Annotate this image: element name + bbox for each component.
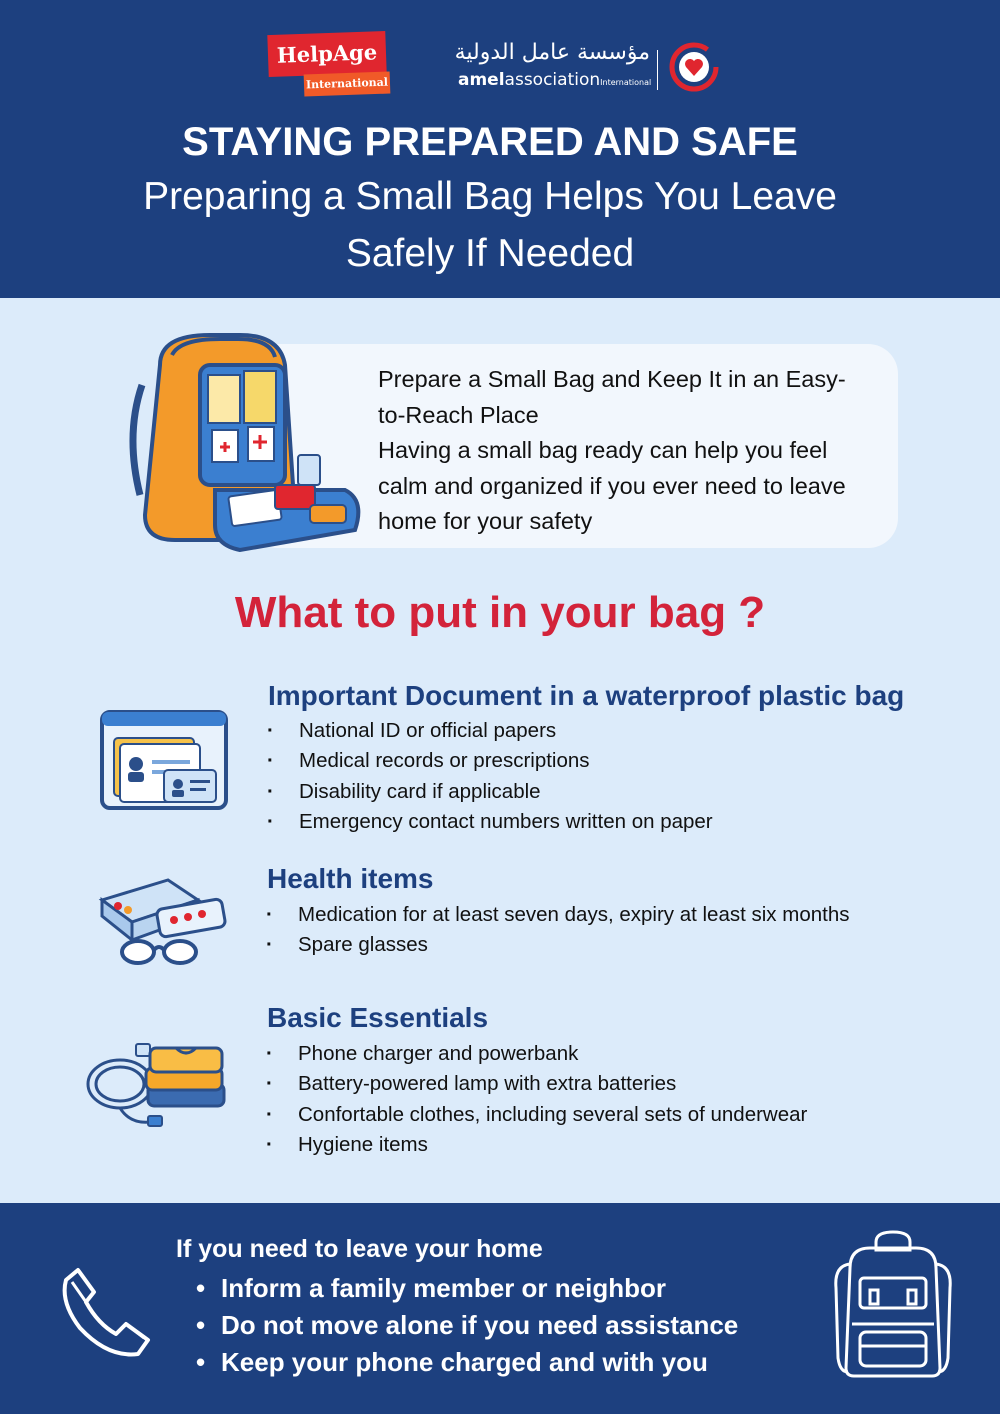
footer-list-item: • Keep your phone charged and with you <box>196 1344 738 1381</box>
list-item: · Battery-powered lamp with extra batteries <box>266 1069 807 1099</box>
amel-logo-divider <box>657 50 658 90</box>
amel-logo-rest: association <box>504 70 601 90</box>
intro-text <box>378 362 868 540</box>
backpack-illustration-icon <box>120 325 380 565</box>
list-item: · Medical records or prescriptions <box>267 746 713 776</box>
list-item: · Disability card if applicable <box>267 777 713 807</box>
amel-logo-bold: amel <box>458 70 505 90</box>
intro-heading: Prepare a Small Bag and Keep It in an Easy-to-Reach Place <box>378 366 846 428</box>
header-banner <box>0 0 1000 298</box>
intro-body: Having a small bag ready can help you feel calm and organized if you ever need to leave home for your safety <box>378 437 846 534</box>
list-item: · Hygiene items <box>266 1130 807 1160</box>
footer-title: If you need to leave your home <box>176 1235 543 1263</box>
list-item: · National ID or official papers <box>267 716 713 746</box>
essentials-list <box>266 1039 807 1160</box>
amel-logo-small: International <box>600 78 652 87</box>
page-title: STAYING PREPARED AND SAFE <box>182 120 798 164</box>
list-item: · Phone charger and powerbank <box>266 1039 807 1069</box>
list-item: · Spare glasses <box>266 930 849 960</box>
section-title-documents: Important Document in a waterproof plastic bag <box>268 680 905 711</box>
footer-list-item: • Inform a family member or neighbor <box>196 1270 738 1307</box>
footer-list-item: • Do not move alone if you need assistance <box>196 1307 738 1344</box>
charger-clothes-icon <box>80 1032 230 1132</box>
list-item: · Confortable clothes, including several sets of underwear <box>266 1100 807 1130</box>
footer-list <box>196 1270 738 1381</box>
phone-icon <box>58 1262 156 1360</box>
helpage-logo <box>268 33 390 99</box>
amel-logo-latin <box>458 70 651 90</box>
section-heading: What to put in your bag ? <box>234 588 766 637</box>
page-subtitle: Preparing a Small Bag Helps You Leave Safely If Needed <box>143 175 837 275</box>
section-title-essentials: Basic Essentials <box>267 1002 489 1033</box>
backpack-outline-icon <box>830 1228 956 1380</box>
health-list <box>266 900 849 961</box>
amel-logo-arabic: مؤسسة عامل الدولية <box>454 40 650 65</box>
pill-box-glasses-icon <box>98 870 233 966</box>
amel-logo <box>455 40 725 98</box>
id-documents-icon <box>98 708 230 812</box>
list-item: · Emergency contact numbers written on paper <box>267 807 713 837</box>
section-title-health: Health items <box>267 863 434 894</box>
helpage-logo-top: HelpAge <box>267 31 386 77</box>
amel-heart-icon <box>667 40 721 94</box>
documents-list <box>267 716 713 837</box>
list-item: · Medication for at least seven days, expiry at least six months <box>266 900 849 930</box>
helpage-logo-bottom: International <box>304 72 391 97</box>
